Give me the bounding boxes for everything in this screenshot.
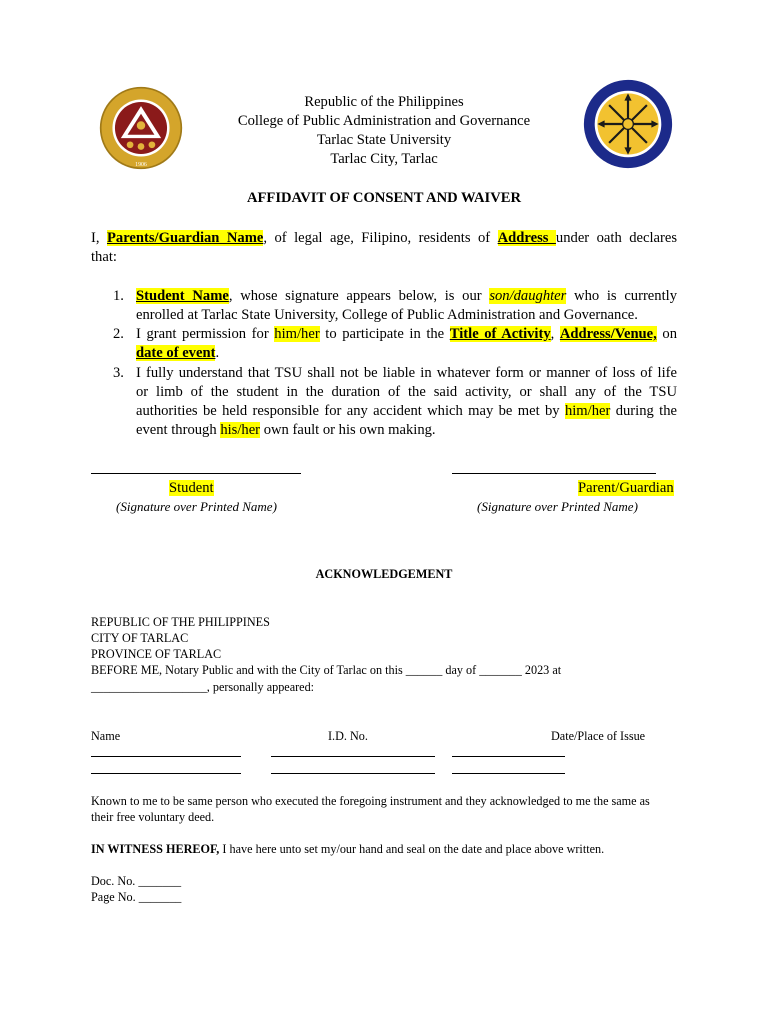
- item-number-2: 2.: [113, 326, 124, 342]
- student-name-placeholder: Student Name: [136, 288, 229, 304]
- date-line-2: [452, 773, 565, 774]
- witness-bold: IN WITNESS HEREOF,: [91, 842, 220, 856]
- address-venue-placeholder: Address/Venue,: [559, 326, 657, 342]
- his-her-placeholder: his/her: [220, 422, 261, 438]
- intro-text: I,: [91, 230, 107, 246]
- cpag-seal: [583, 79, 673, 169]
- address-placeholder: Address: [497, 230, 556, 246]
- item-3-line-1: I fully understand that TSU shall not be liable in whatever form or manner of loss of life: [136, 365, 677, 381]
- known-line-1: Known to me to be same person who executed the foregoing instrument and they acknowledged to me the same as: [91, 794, 650, 808]
- acknowledgement-title: ACKNOWLEDGEMENT: [315, 567, 453, 581]
- student-label: [169, 479, 214, 498]
- witness-line: [91, 841, 604, 857]
- header-line-city: Tarlac City, Tarlac: [330, 151, 438, 167]
- intro-line-2: that:: [91, 249, 117, 265]
- document-title: AFFIDAVIT OF CONSENT AND WAIVER: [246, 190, 522, 206]
- name-line-1: [91, 756, 241, 757]
- item-number-1: 1.: [113, 288, 124, 304]
- item-3-line-4: [136, 421, 436, 440]
- parent-caption: (Signature over Printed Name): [477, 499, 638, 514]
- ack-city: CITY OF TARLAC: [91, 631, 189, 645]
- item-text: , whose signature appears below, is our: [228, 288, 490, 304]
- parent-label-text: Parent/Guardian: [578, 480, 674, 496]
- date-of-event-placeholder: date of event: [136, 345, 216, 361]
- col-id: I.D. No.: [328, 729, 368, 743]
- parent-name-placeholder: Parents/Guardian Name: [106, 230, 264, 246]
- tarlac-state-university-seal: [97, 86, 185, 170]
- item-text: own fault or his own making.: [260, 422, 436, 438]
- parent-label: [578, 479, 674, 498]
- item-1-line-1: [136, 287, 677, 306]
- student-caption: (Signature over Printed Name): [116, 499, 277, 514]
- him-her-placeholder: him/her: [274, 326, 320, 342]
- seal-year: 1906: [135, 161, 147, 168]
- him-her-placeholder: him/her: [564, 403, 611, 419]
- header-line-college: College of Public Administration and Governance: [237, 113, 531, 129]
- item-text: on: [656, 326, 677, 342]
- item-2-line-2: [136, 344, 219, 363]
- header-line-republic: Republic of the Philippines: [304, 94, 464, 110]
- student-label-text: Student: [169, 480, 214, 496]
- item-text: ,: [550, 326, 560, 342]
- header-line-university: Tarlac State University: [316, 132, 452, 148]
- ack-appeared: ___________________, personally appeared:: [91, 680, 315, 694]
- witness-text: I have here unto set my/our hand and seal on the date and place above written.: [219, 842, 605, 856]
- col-date-place: Date/Place of Issue: [551, 729, 646, 743]
- item-text: .: [215, 345, 220, 361]
- son-daughter-placeholder: son/daughter: [489, 288, 567, 304]
- doc-no: Doc. No. _______: [91, 874, 182, 888]
- student-signature-line: [91, 473, 301, 474]
- item-2-line-1: [136, 325, 677, 344]
- item-1-line-2: enrolled at Tarlac State University, College of Public Administration and Governance.: [136, 307, 638, 323]
- item-text: I grant permission for: [136, 326, 275, 342]
- item-text: during the: [610, 403, 677, 419]
- name-line-2: [91, 773, 241, 774]
- intro-text: under oath declares: [555, 230, 678, 246]
- ack-before-me: BEFORE ME, Notary Public and with the City of Tarlac on this ______ day of _______ 2023 at: [91, 663, 562, 677]
- item-text: to participate in the: [319, 326, 450, 342]
- id-line-1: [271, 756, 435, 757]
- intro-line-1: [91, 229, 677, 248]
- ack-province: PROVINCE OF TARLAC: [91, 647, 222, 661]
- col-name: Name: [91, 729, 121, 743]
- item-text: authorities be held responsible for any accident which may be met by: [136, 403, 565, 419]
- title-of-activity-placeholder: Title of Activity: [449, 326, 551, 342]
- item-number-3: 3.: [113, 365, 124, 381]
- page-no: Page No. _______: [91, 890, 182, 904]
- ack-republic: REPUBLIC OF THE PHILIPPINES: [91, 615, 270, 629]
- parent-signature-line: [452, 473, 656, 474]
- item-3-line-2: or limb of the student in the duration of the said activity, or shall any of the TSU: [136, 384, 677, 400]
- date-line-1: [452, 756, 565, 757]
- item-text: who is currently: [566, 288, 677, 304]
- intro-text: , of legal age, Filipino, residents of: [263, 230, 498, 246]
- id-line-2: [271, 773, 435, 774]
- item-3-line-3: [136, 402, 677, 421]
- item-text: event through: [136, 422, 221, 438]
- known-line-2: their free voluntary deed.: [91, 810, 215, 824]
